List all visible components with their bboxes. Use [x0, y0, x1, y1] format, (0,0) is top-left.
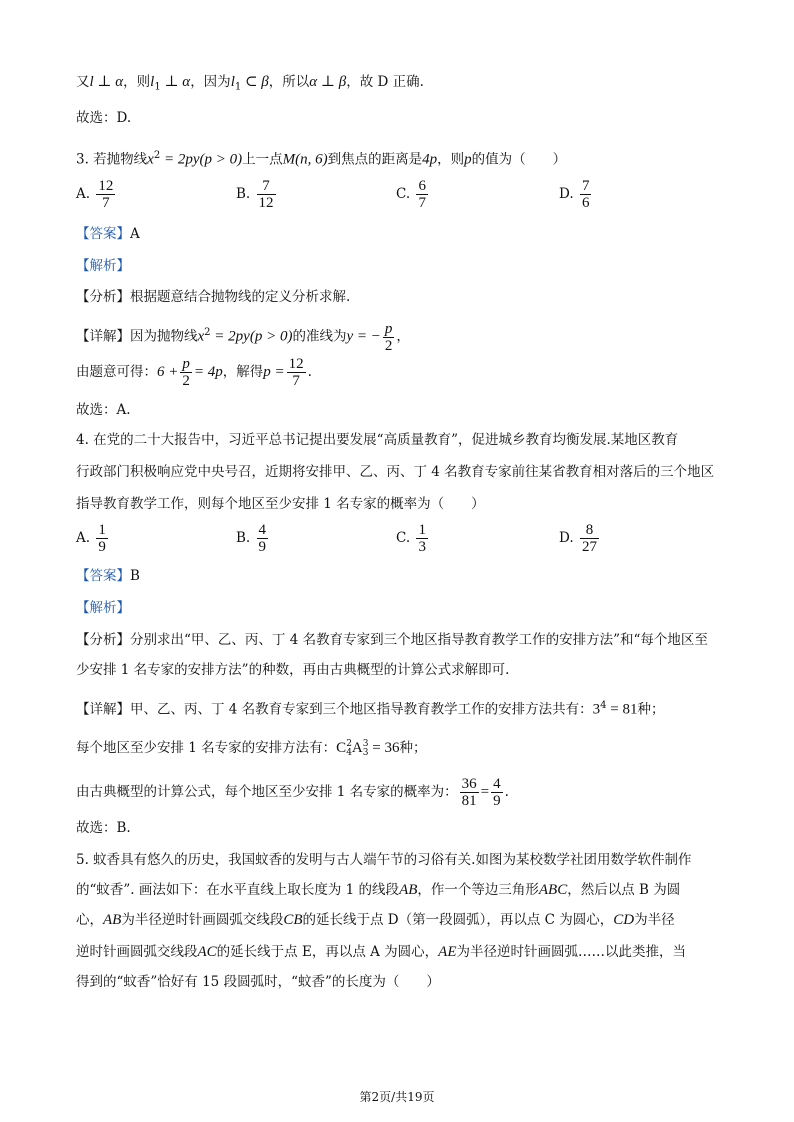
q4-stem-line3: 指导教育教学工作，则每个地区至少安排 1 名专家的概率为（ ）	[76, 496, 485, 512]
q3-jiexi-tag: 【解析】	[76, 258, 130, 274]
q2-choose: 故选：D.	[76, 110, 132, 126]
q3-options	[76, 178, 736, 218]
q4-option-d: D. $\frac{8}{27}$	[559, 522, 597, 555]
q3-stem: 3. 若抛物线$x^2 = 2py(p > 0)$上一点M(n, 6)到焦点的距离是4p，则p的值为（ ）	[76, 150, 567, 168]
q5-stem-line2: 的“蚊香”. 画法如下：在水平直线上取长度为 1 的线段AB，作一个等边三角形ABC，然后以点 B 为圆	[76, 882, 681, 898]
q4-analysis-line1: 【分析】分别求出“甲、乙、丙、丁 4 名教育专家到三个地区指导教育教学工作的安排方法”和“每个地区至	[76, 632, 708, 648]
q2-conclusion-line: 又l ⊥ α，则$l_1$ ⊥ α，因为$l_1$ ⊂ β，所以α ⊥ β，故 D 正确.	[76, 74, 424, 93]
q3-option-c: C. $\frac{6}{7}$	[396, 178, 426, 211]
q3-answer: 【答案】A	[76, 226, 140, 242]
q4-answer: 【答案】B	[76, 568, 140, 584]
q5-stem-line1: 5. 蚊香具有悠久的历史，我国蚊香的发明与古人端午节的习俗有关.如图为某校数学社团用数学软件制作	[76, 852, 692, 868]
q4-detail-line2: 每个地区至少安排 1 名专家的安排方法有：C 2 4 A 3 3 = 36种；	[76, 738, 427, 758]
q5-stem-line3: 心，AB为半径逆时针画圆弧交线段CB的延长线于点 D（第一段圆弧），再以点 C 为圆心，CD为半径	[76, 912, 675, 928]
q3-detail: 【详解】因为抛物线$x^2 = 2py(p > 0)$的准线为y = − $\frac{p}{2}$ ，	[76, 320, 410, 354]
q4-detail-line3: 由古典概型的计算公式，每个地区至少安排 1 名专家的概率为： $\frac{36}{81}$ = $\frac{4}{9}$ .	[76, 776, 509, 809]
q3-analysis: 【分析】根据题意结合抛物线的定义分析求解.	[76, 289, 351, 305]
q4-stem-line1: 4. 在党的二十大报告中，习近平总书记提出要发展“高质量教育”，促进城乡教育均衡发展.某地区教育	[76, 432, 679, 448]
q5-stem-line5: 得到的“蚊香”恰好有 15 段圆弧时，“蚊香”的长度为（ ）	[76, 974, 440, 990]
q4-stem-line2: 行政部门积极响应党中央号召，近期将安排甲、乙、丙、丁 4 名教育专家前往某省教育相对落后的三个地区	[76, 464, 715, 480]
q4-detail-line1: 【详解】甲、乙、丙、丁 4 名教育专家到三个地区指导教育教学工作的安排方法共有：$3^4 = 81$种；	[76, 700, 665, 718]
q4-option-b: B. $\frac{4}{9}$	[236, 522, 267, 555]
q5-stem-line4: 逆时针画圆弧交线段AC的延长线于点 E，再以点 A 为圆心，AE为半径逆时针画圆弧……以此类推，当	[76, 944, 686, 960]
q4-option-a: A. $\frac{1}{9}$	[76, 522, 106, 555]
q4-jiexi-tag: 【解析】	[76, 600, 130, 616]
q4-options	[76, 522, 736, 562]
q3-option-a: A. $\frac{12}{7}$	[76, 178, 114, 211]
q4-analysis-line2: 少安排 1 名专家的安排方法”的种数，再由古典概型的计算公式求解即可.	[76, 662, 510, 678]
q3-option-b: B. $\frac{7}{12}$	[236, 178, 274, 211]
page-footer: 第2页/共19页	[359, 1090, 435, 1104]
q3-derivation: 由题意可得：6 + $\frac{p}{2}$ = 4p，解得p = $\frac{12}{7}$ .	[76, 356, 312, 389]
q3-choose: 故选：A.	[76, 402, 131, 418]
q4-option-c: C. $\frac{1}{3}$	[396, 522, 426, 555]
q3-option-d: D. $\frac{7}{6}$	[559, 178, 590, 211]
q4-choose: 故选：B.	[76, 820, 131, 836]
